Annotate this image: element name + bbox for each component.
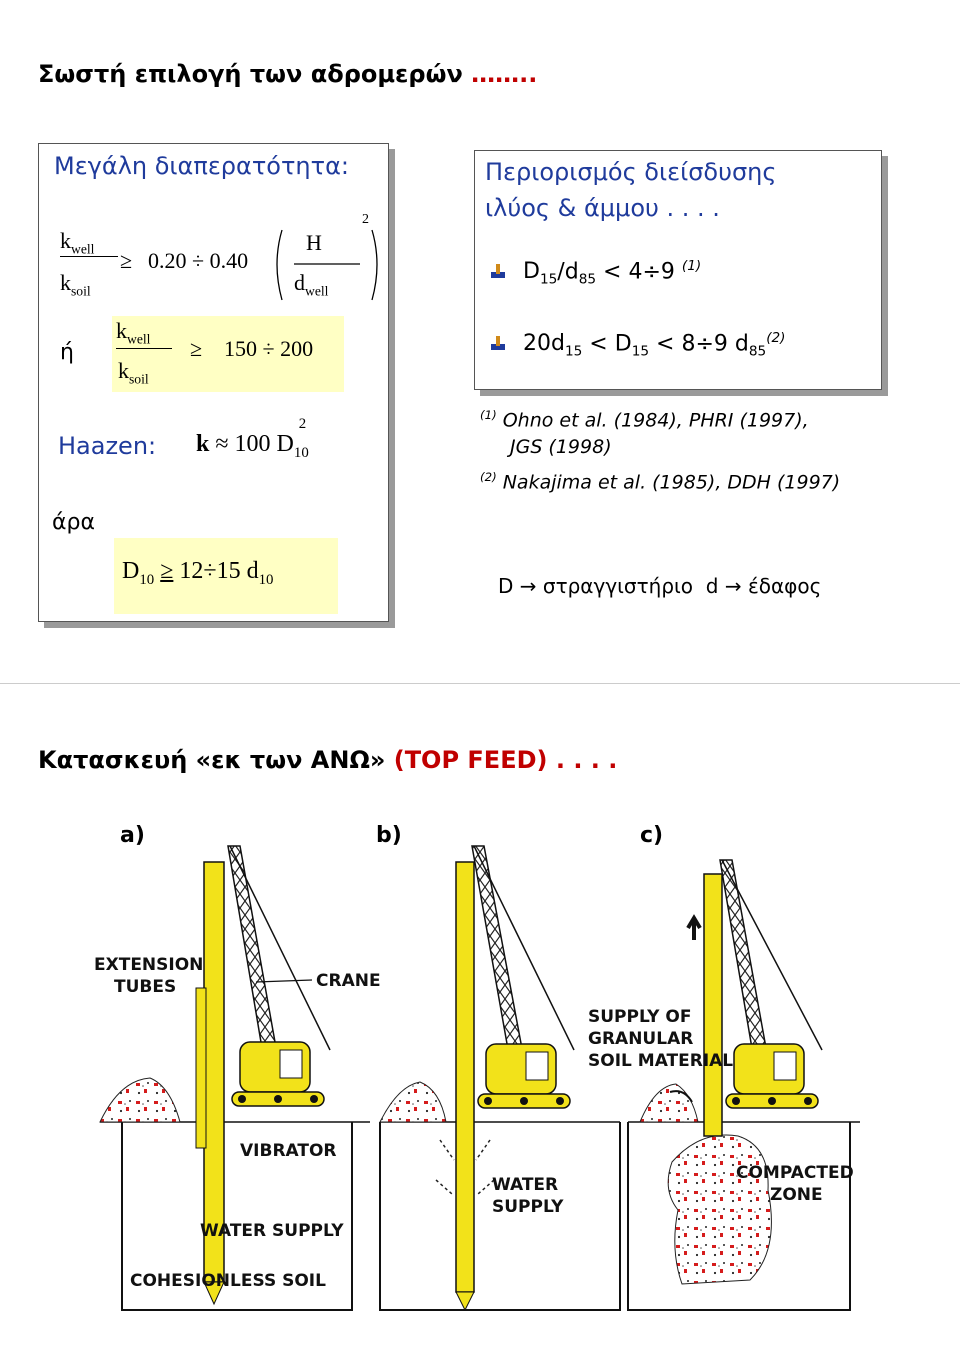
fraction-bar-1: [60, 256, 118, 257]
criterion-2: $20d_{15} < D_{15} < 8\div 9$ $d_{85}^{(2)}$: [488, 330, 786, 360]
slide2-title: Κατασκευή «εκ των ΑΝΩ» (TOP FEED) . . . .: [38, 746, 618, 774]
hazen-label: Haazen:: [58, 432, 157, 460]
reference-1: $^{(1)}$ Ohno et al. (1984), PHRI (1997),: [480, 408, 809, 432]
k-well-num: $k_{well}$: [60, 228, 95, 257]
vibro-tube-a: [204, 862, 224, 1282]
gravel-pile-b: [380, 1082, 446, 1122]
vibro-tube-b: [456, 862, 474, 1292]
slide-title: Σωστή επιλογή των αδρομερών ……..: [38, 60, 538, 88]
panel-label-b: b): [376, 823, 402, 848]
label-water: WATER: [492, 1175, 559, 1195]
ge-sign-2: ≥: [190, 336, 203, 361]
label-granular: GRANULAR: [588, 1029, 694, 1049]
exp-2: 2: [362, 212, 369, 227]
label-supply-of: SUPPLY OF: [588, 1007, 692, 1027]
hazen-formula: k ≈ 100 $D_{10}^2$: [196, 416, 309, 461]
panel-label-c: c): [640, 823, 664, 848]
vibro-tube-c: [704, 874, 722, 1136]
up-arrow-icon: [688, 918, 700, 940]
legend-line: D → στραγγιστήριο d → έδαφος: [498, 574, 822, 598]
gravel-pile-a: [100, 1078, 180, 1122]
H-num: H: [306, 230, 322, 255]
result-formula: $D_{10} \ge 12\div 15$ $d_{10}$: [122, 558, 274, 588]
bullet-icon: [488, 336, 508, 352]
k-soil-den-2: $k_{soil}$: [118, 358, 149, 387]
label-extension: EXTENSION: [94, 955, 204, 975]
label-compacted: COMPACTED: [736, 1163, 854, 1183]
label-tubes: TUBES: [114, 977, 177, 997]
fraction-bar-2: [116, 348, 172, 349]
k-well-num-2: $k_{well}$: [116, 318, 151, 347]
ara-label: άρα: [52, 510, 95, 535]
bullet-icon: [488, 264, 508, 280]
range-value: 0.20 ÷ 0.40: [148, 248, 249, 273]
gravel-pile-c: [640, 1084, 698, 1122]
ge-sign: ≥: [120, 248, 133, 273]
label-water-supply-a: WATER SUPPLY: [200, 1221, 344, 1241]
criterion-1: $D_{15}/d_{85} < 4\div 9$ $^{(1)}$: [488, 258, 701, 288]
compacted-zone: [668, 1135, 771, 1284]
range-value-2: 150 ÷ 200: [224, 336, 314, 361]
permeability-heading: Μεγάλη διαπερατότητα:: [54, 152, 349, 180]
label-supply: SUPPLY: [492, 1197, 564, 1217]
label-cohesionless: COHESIONLESS SOIL: [130, 1271, 326, 1291]
formula-ratio-1: [60, 212, 380, 306]
top-feed-diagram: [80, 810, 940, 1330]
penetration-heading-2: ιλύος & άμμου . . . .: [485, 194, 720, 222]
d-well-den: $d_{well}$: [294, 270, 329, 299]
k-soil-den: $k_{soil}$: [60, 270, 91, 299]
reference-2: $^{(2)}$ Nakajima et al. (1985), DDH (1997): [480, 470, 841, 494]
crane-c: [670, 860, 822, 1136]
label-zone: ZONE: [770, 1185, 823, 1205]
label-vibrator: VIBRATOR: [240, 1141, 337, 1161]
title-dots: ……..: [471, 60, 538, 88]
or-label: ή: [60, 340, 74, 365]
panel-label-a: a): [120, 823, 145, 848]
reference-1-cont: JGS (1998): [510, 436, 612, 458]
formula-ratio-2: [116, 318, 346, 392]
label-soil-material: SOIL MATERIAL: [588, 1051, 734, 1071]
crane-b: [436, 846, 574, 1310]
page-divider: [0, 683, 960, 684]
penetration-heading-1: Περιορισμός διείσδυσης: [485, 158, 777, 186]
label-crane: CRANE: [316, 971, 381, 991]
